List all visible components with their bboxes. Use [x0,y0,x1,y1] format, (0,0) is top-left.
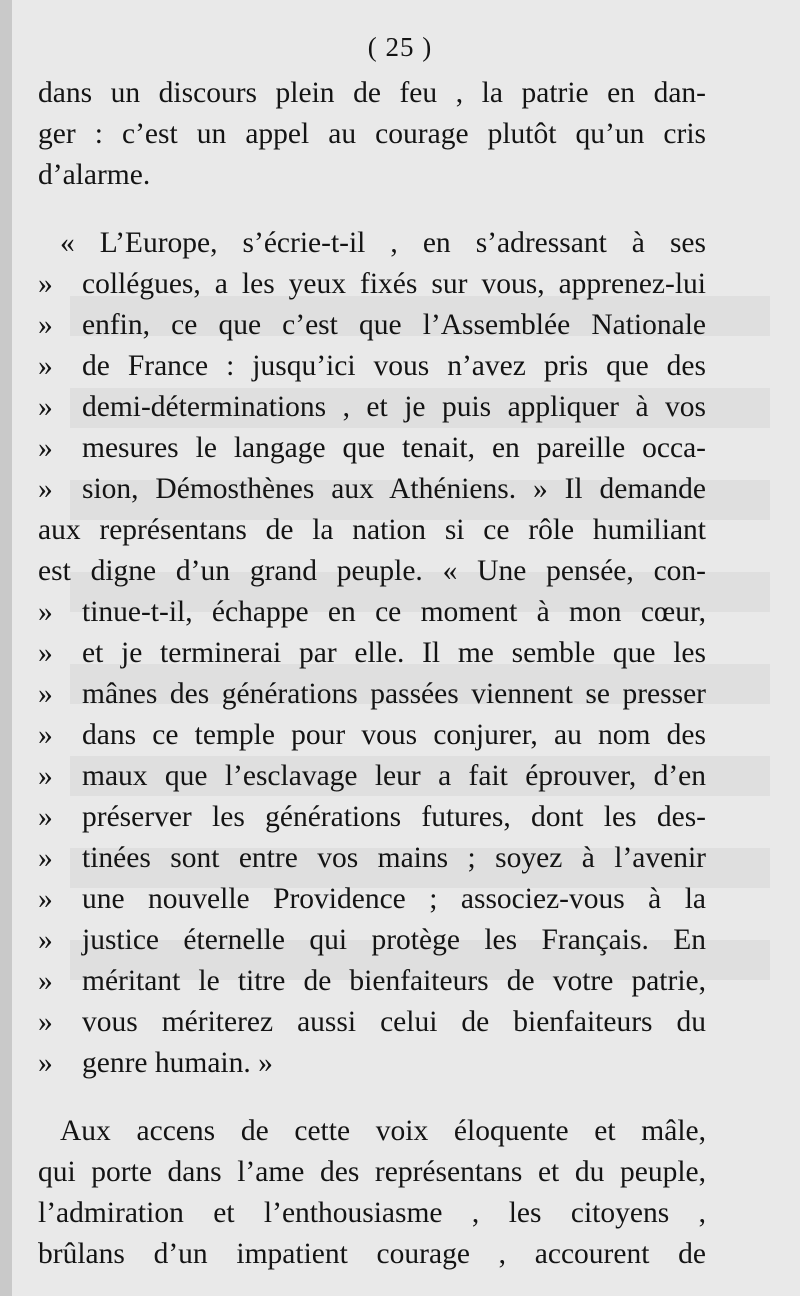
quote-line [38,305,706,346]
quote-mark: » [38,350,53,382]
text-line: tinées sont entre vos mains ; soyez à l’avenir [82,842,706,874]
quote-mark: » [38,1006,53,1038]
text-line: l’admiration et l’enthousiasme , les citoyens , [38,1197,706,1229]
quote-mark: » [38,801,53,833]
quote-mark: » [38,309,53,341]
quote-mark: » [38,637,53,669]
text-line: brûlans d’un impatient courage , accourent de [38,1238,706,1270]
quote-line [38,264,706,305]
text-line: ger : c’est un appel au courage plutôt qu’un cris [38,118,706,150]
text-line: Aux accens de cette voix éloquente et mâle, [60,1115,706,1147]
quote-line [38,1043,706,1084]
quote-mark: » [38,924,53,956]
text-line: tinue-t-il, échappe en ce moment à mon cœur, [82,596,706,628]
quote-line [38,469,706,510]
quote-mark: » [38,596,53,628]
page-number: ( 25 ) [367,32,433,62]
text-line: une nouvelle Providence ; associez-vous à la [82,883,706,915]
quote-line [38,592,706,633]
quote-mark: » [38,760,53,792]
text-line: d’alarme. [38,159,151,191]
text-line: méritant le titre de bienfaiteurs de votre patrie, [82,965,706,997]
text-line: préserver les générations futures, dont les des- [82,801,706,833]
quote-line [38,387,706,428]
quote-mark: » [38,432,53,464]
quote-line [38,428,706,469]
quote-line [38,715,706,756]
paragraph-gap [38,1084,706,1111]
quote-line [38,633,706,674]
text-line: « L’Europe, s’écrie-t-il , en s’adressant à ses [60,227,706,259]
text-line: aux représentans de la nation si ce rôle humiliant [38,514,706,546]
quote-mark: » [38,391,53,423]
quote-line [38,961,706,1002]
text-line: mesures le langage que tenait, en pareille occa- [82,432,706,464]
text-line: qui porte dans l’ame des représentans et du peuple, [38,1156,706,1188]
quote-mark: » [38,965,53,997]
text-line: maux que l’esclavage leur a fait éprouver, d’en [82,760,706,792]
text-line: de France : jusqu’ici vous n’avez pris que des [82,350,706,382]
quote-line [38,346,706,387]
quote-line [38,674,706,715]
text-line: enfin, ce que c’est que l’Assemblée Nationale [82,309,706,341]
paragraph-gap [38,196,706,223]
text-line: demi-déterminations , et je puis appliquer à vos [82,391,706,423]
quote-mark: » [38,883,53,915]
quote-line [38,879,706,920]
quote-mark: » [38,842,53,874]
text-line: vous mériterez aussi celui de bienfaiteurs du [82,1006,706,1038]
text-line: justice éternelle qui protège les Français. En [82,924,706,956]
text-line: est digne d’un grand peuple. « Une pensée, con- [38,555,706,587]
quote-mark: » [38,719,53,751]
text-line: dans un discours plein de feu , la patrie en dan- [38,77,706,109]
text-line: mânes des générations passées viennent se presser [82,678,706,710]
text-line: dans ce temple pour vous conjurer, au nom des [82,719,706,751]
quote-line [38,920,706,961]
quote-mark: » [38,268,53,300]
quote-line [38,756,706,797]
quote-line [38,838,706,879]
quote-mark: » [38,1047,53,1079]
text-line: genre humain. » [82,1047,273,1079]
quote-mark: » [38,678,53,710]
text-line: et je terminerai par elle. Il me semble que les [82,637,706,669]
page-binding-edge [0,0,12,1296]
text-line: sion, Démosthènes aux Athéniens. » Il demande [82,473,706,505]
text-line: collégues, a les yeux fixés sur vous, apprenez-lui [82,268,706,300]
quote-line [38,797,706,838]
quote-line [38,1002,706,1043]
page-body-text [38,73,706,1275]
quote-mark: » [38,473,53,505]
